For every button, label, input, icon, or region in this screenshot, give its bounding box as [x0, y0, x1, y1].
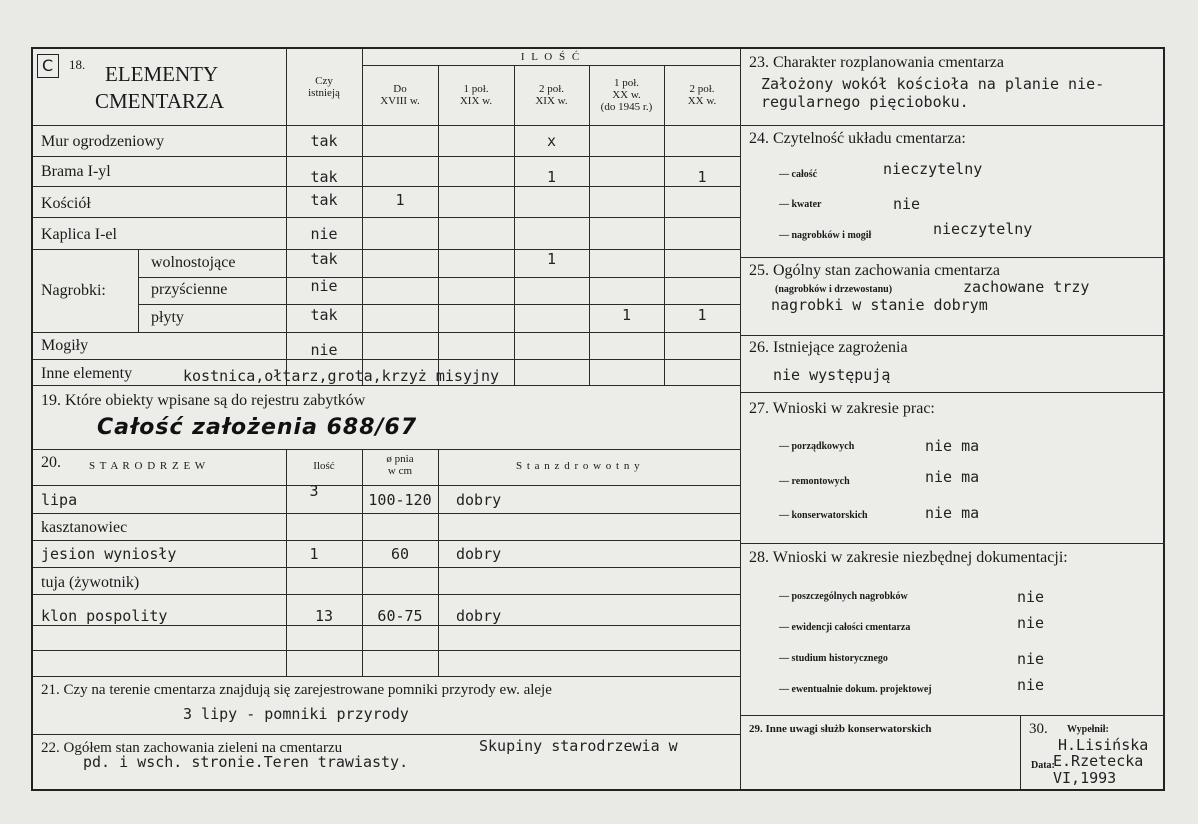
- s21-label: 21. Czy na terenie cmentarza znajdują się zarejestrowane pomniki przyrody ew. aleje: [41, 682, 552, 698]
- col-divider-p5: [664, 65, 665, 385]
- period-1-a: Do: [393, 83, 407, 95]
- nagrobki-label: Nagrobki:: [41, 282, 106, 299]
- element-count: 1: [395, 191, 405, 209]
- s27-item-label: — porządkowych: [779, 441, 855, 452]
- hline: [33, 156, 740, 157]
- s20-header: S T A R O D R Z E W: [89, 460, 207, 472]
- s30-wypelnil: Wypełnił:: [1067, 724, 1109, 735]
- s20-div3: [438, 450, 439, 676]
- tree-state: dobry: [456, 607, 502, 625]
- nagrobki-exists: tak: [310, 306, 338, 324]
- s22-value-line2: pd. i wsch. stronie.Teren trawiasty.: [83, 753, 409, 771]
- element-exists: nie: [310, 225, 338, 243]
- nagrobki-divider: [138, 250, 139, 332]
- s20-pnia-2: w cm: [387, 465, 413, 477]
- s26-label: 26. Istniejące zagrożenia: [749, 339, 908, 356]
- mogily-exists: nie: [310, 341, 338, 359]
- s24-item-value: nieczytelny: [933, 220, 1033, 238]
- hline: [33, 485, 740, 486]
- hline: [33, 385, 740, 386]
- hline: [33, 332, 740, 333]
- element-label: Kaplica I-el: [41, 226, 117, 243]
- s22-label: 22. Ogółem stan zachowania zieleni na cmentarzu: [41, 740, 343, 756]
- inne-value: kostnica,ołtarz,grota,krzyż misyjny: [183, 367, 500, 385]
- element-exists: tak: [310, 191, 338, 209]
- card-letter: C: [42, 56, 54, 75]
- col-divider-p3: [514, 65, 515, 385]
- tree-state: dobry: [456, 491, 502, 509]
- s30-num: 30.: [1029, 721, 1048, 737]
- s20-num: 20.: [41, 454, 61, 471]
- element-exists: tak: [310, 132, 338, 150]
- s24-item-label: — nagrobków i mogił: [779, 230, 872, 241]
- tree-name: jesion wyniosły: [41, 545, 177, 563]
- element-label: Kościół: [41, 195, 91, 212]
- tree-name: lipa: [41, 491, 78, 509]
- col-divider-p2: [438, 65, 439, 385]
- nagrobki-count: 1: [697, 306, 707, 324]
- s27-item-value: nie ma: [925, 468, 980, 486]
- hline: [33, 594, 740, 595]
- period-2-a: 1 poł.: [463, 83, 489, 95]
- element-count: 1: [546, 168, 557, 186]
- s20-stan: S t a n z d r o w o t n y: [516, 460, 641, 472]
- s20-div2: [362, 450, 363, 676]
- ilosc-header: I L O Ś Ć: [520, 51, 582, 63]
- tree-diameter: 60: [390, 545, 410, 563]
- s25-value-line1: zachowane trzy: [963, 278, 1090, 296]
- main-divider: [740, 49, 741, 789]
- period-5-b: XX w.: [687, 95, 717, 107]
- element-count: 1: [697, 168, 707, 186]
- hline: [740, 125, 1165, 126]
- period-3-a: 2 poł.: [538, 83, 565, 95]
- hline: [33, 567, 740, 568]
- czy-istnieja-2: istnieją: [308, 87, 340, 99]
- s30-date: VI,1993: [1053, 769, 1117, 787]
- s28-item-label: — ewidencji całości cmentarza: [779, 622, 911, 633]
- s26-value: nie występują: [773, 366, 891, 384]
- tree-diameter: 60-75: [377, 607, 423, 625]
- s30-name2: E.Rzetecka: [1053, 752, 1144, 770]
- element-label: Mur ogrodzeniowy: [41, 133, 165, 150]
- s27-label: 27. Wnioski w zakresie prac:: [749, 400, 935, 417]
- nagrobki-exists: tak: [310, 250, 338, 268]
- s25-sub: (nagrobków i drzewostanu): [775, 284, 893, 295]
- s28-item-value: nie: [1017, 676, 1045, 694]
- s27-item-value: nie ma: [925, 437, 980, 455]
- hline: [33, 217, 740, 218]
- s30-name1: H.Lisińska: [1058, 736, 1149, 754]
- tree-qty: 3: [309, 482, 319, 500]
- hline: [33, 625, 740, 626]
- s28-item-value: nie: [1017, 614, 1045, 632]
- s28-item-label: — poszczególnych nagrobków: [779, 591, 908, 602]
- record-card: [31, 47, 1165, 791]
- s29-label: 29. Inne uwagi służb konserwatorskich: [749, 723, 932, 735]
- s23-value-line2: regularnego pięcioboku.: [761, 93, 969, 111]
- s30-data-label: Data:: [1031, 760, 1055, 771]
- tree-diameter: 100-120: [368, 491, 432, 509]
- s28-item-value: nie: [1017, 588, 1045, 606]
- s24-label: 24. Czytelność układu cmentarza:: [749, 130, 966, 147]
- period-4-c: (do 1945 r.): [600, 101, 653, 113]
- hline: [33, 249, 740, 250]
- section-title-line1: ELEMENTY: [105, 62, 219, 86]
- tree-qty: 13: [314, 607, 334, 625]
- ilosc-line: [362, 65, 740, 66]
- hline: [138, 277, 740, 278]
- hline: [33, 676, 740, 677]
- hline: [740, 335, 1165, 336]
- period-1-b: XVIII w.: [380, 95, 420, 107]
- s25-value-line2: nagrobki w stanie dobrym: [771, 296, 988, 314]
- section-number: 18.: [69, 57, 86, 72]
- hline: [740, 543, 1165, 544]
- tree-name: kasztanowiec: [41, 519, 128, 536]
- nagrobki-row-label: płyty: [151, 309, 184, 326]
- element-label: Brama I-yl: [41, 163, 111, 180]
- hline: [740, 715, 1165, 716]
- s21-value: 3 lipy - pomniki przyrody: [183, 705, 409, 723]
- section-title-line2: CMENTARZA: [95, 89, 224, 113]
- s19-label: 19. Które obiekty wpisane są do rejestru zabytków: [41, 392, 366, 409]
- hline: [740, 257, 1165, 258]
- s23-value-line1: Założony wokół kościoła na planie nie-: [761, 75, 1105, 93]
- mogily-label: Mogiły: [41, 337, 89, 354]
- hline: [33, 734, 740, 735]
- s29-divider: [1020, 715, 1021, 789]
- hline: [33, 513, 740, 514]
- hline: [33, 540, 740, 541]
- tree-name: tuja (żywotnik): [41, 574, 140, 591]
- s20-ilosc: Ilość: [313, 460, 335, 472]
- s28-label: 28. Wnioski w zakresie niezbędnej dokumentacji:: [749, 549, 1068, 566]
- s24-item-value: nieczytelny: [883, 160, 983, 178]
- hline: [740, 392, 1165, 393]
- s27-item-label: — konserwatorskich: [779, 510, 868, 521]
- nagrobki-count: 1: [621, 306, 632, 324]
- hline: [138, 304, 740, 305]
- nagrobki-row-label: wolnostojące: [151, 254, 236, 271]
- hline: [33, 449, 740, 450]
- inne-label: Inne elementy: [41, 365, 133, 382]
- tree-state: dobry: [456, 545, 502, 563]
- period-3-b: XIX w.: [535, 95, 568, 107]
- s28-item-label: — ewentualnie dokum. projektowej: [779, 684, 932, 695]
- nagrobki-row-label: przyścienne: [151, 281, 228, 298]
- s23-label: 23. Charakter rozplanowania cmentarza: [749, 54, 1004, 71]
- period-4-a: 1 poł.: [613, 77, 640, 89]
- hline: [33, 186, 740, 187]
- hline: [33, 650, 740, 651]
- czy-istnieja-1: Czy: [315, 75, 333, 87]
- s24-item-label: — całość: [779, 169, 818, 180]
- tree-qty: 1: [309, 545, 319, 563]
- s25-label: 25. Ogólny stan zachowania cmentarza: [749, 262, 1001, 279]
- nagrobki-exists: nie: [310, 277, 338, 295]
- period-2-b: XIX w.: [459, 95, 493, 107]
- tree-name: klon pospolity: [41, 607, 168, 625]
- s19-handwritten-value: Całość założenia 688/67: [97, 415, 418, 440]
- element-exists: tak: [310, 168, 338, 186]
- s27-item-label: — remontowych: [779, 476, 850, 487]
- s24-item-label: — kwater: [779, 199, 822, 210]
- s22-value-line1: Skupiny starodrzewia w: [479, 737, 678, 755]
- s28-item-label: — studium historycznego: [779, 653, 888, 664]
- s24-item-value: nie: [893, 195, 921, 213]
- nagrobki-count: 1: [546, 250, 557, 268]
- hline: [33, 125, 740, 126]
- col-divider-p4: [589, 65, 590, 385]
- s20-pnia-1: ø pnia: [386, 453, 414, 465]
- period-5-a: 2 poł.: [689, 83, 715, 95]
- s28-item-value: nie: [1017, 650, 1045, 668]
- element-count: x: [546, 132, 557, 150]
- period-4-b: XX w.: [612, 89, 641, 101]
- s27-item-value: nie ma: [925, 504, 980, 522]
- hline: [33, 359, 740, 360]
